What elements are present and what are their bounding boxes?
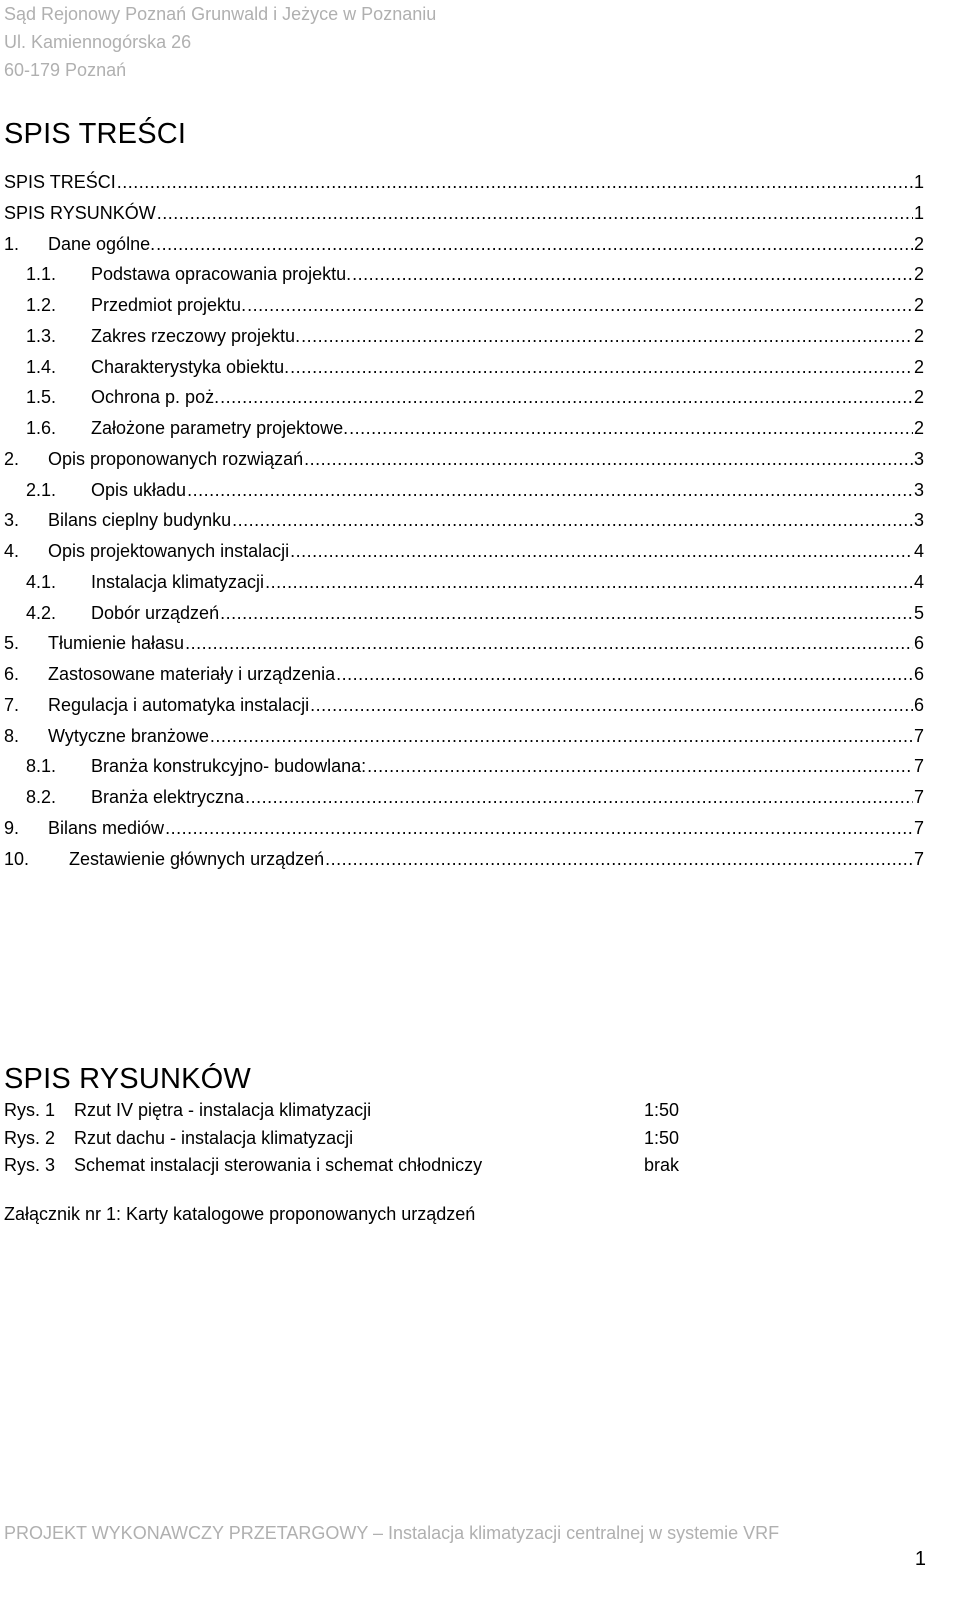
- toc-entry-page: 5: [913, 602, 924, 623]
- toc-entry-number: 1.: [4, 233, 20, 254]
- toc-entry-page: 6: [913, 633, 924, 654]
- toc-entry-page: 3: [913, 510, 924, 531]
- toc-entry-title: Instalacja klimatyzacji: [91, 571, 265, 592]
- toc-entry-number: 10.: [4, 848, 30, 869]
- toc-dot-leader: [301, 325, 913, 347]
- toc-entry[interactable]: [4, 755, 924, 786]
- toc-entry-number: 4.: [4, 541, 20, 561]
- toc-entry-number: 1.3.: [26, 325, 57, 346]
- toc-dot-leader: [187, 479, 913, 501]
- toc-dot-leader: [185, 632, 913, 654]
- toc-dot-leader: [156, 233, 913, 255]
- toc-entry-title: SPIS RYSUNKÓW: [4, 202, 156, 223]
- figure-scale: brak: [644, 1155, 680, 1175]
- toc-dot-leader: [352, 263, 913, 285]
- toc-dot-leader: [265, 571, 913, 593]
- toc-dot-leader: [290, 540, 913, 562]
- toc-entry-title: Tłumienie hałasu: [48, 633, 185, 654]
- toc-entry-title: Opis układu: [91, 479, 187, 500]
- toc-entry-title: Założone parametry projektowe.: [91, 418, 349, 438]
- toc-entry-page: 2: [913, 356, 924, 377]
- figure-id: Rys. 1: [4, 1100, 56, 1120]
- toc-entry-title: Bilans cieplny budynku: [48, 510, 232, 531]
- toc-entry-page: 7: [913, 817, 924, 838]
- figure-id: Rys. 3: [4, 1155, 56, 1175]
- toc-entry-page: 7: [913, 725, 924, 746]
- toc-entry-number: 3.: [4, 510, 20, 531]
- figure-title: Rzut dachu - instalacja klimatyzacji: [74, 1127, 354, 1148]
- toc-entry-page: 2: [913, 325, 924, 346]
- figure-row: [4, 1152, 724, 1180]
- toc-entry-number: 2.1.: [26, 479, 57, 500]
- toc-heading: SPIS TREŚCI: [4, 118, 187, 150]
- page-number: 1: [914, 1548, 926, 1570]
- toc-entry-page: 2: [913, 387, 924, 408]
- toc-entry[interactable]: [4, 417, 924, 448]
- figures-heading: SPIS RYSUNKÓW: [4, 1063, 252, 1095]
- toc-entry-page: 2: [913, 295, 924, 315]
- toc-entry-title: Wytyczne branżowe: [48, 725, 209, 746]
- toc-entry[interactable]: [4, 386, 924, 417]
- toc-entry[interactable]: [4, 571, 924, 602]
- toc-entry-number: 4.1.: [26, 571, 57, 592]
- toc-entry-number: 5.: [4, 633, 20, 654]
- toc-entry-page: 1: [913, 172, 924, 192]
- toc-entry-page: 2: [913, 418, 924, 438]
- toc-entry[interactable]: [4, 233, 924, 264]
- toc-dot-leader: [245, 786, 913, 808]
- toc-entry[interactable]: [4, 509, 924, 540]
- toc-entry-page: 3: [913, 448, 924, 469]
- toc-entry-page: 4: [913, 571, 924, 592]
- toc-dot-leader: [247, 294, 913, 316]
- toc-entry-title: Branża elektryczna: [91, 787, 245, 807]
- toc-entry[interactable]: [4, 202, 924, 233]
- toc-entry-number: 1.5.: [26, 387, 57, 408]
- toc-entry-number: 2.: [4, 448, 20, 469]
- toc-entry-title: Dobór urządzeń: [91, 602, 220, 623]
- document-header: [4, 0, 436, 84]
- toc-entry[interactable]: [4, 694, 924, 725]
- toc-entry[interactable]: [4, 171, 924, 202]
- toc-dot-leader: [220, 386, 913, 408]
- toc-entry-page: 7: [913, 756, 924, 777]
- toc-dot-leader: [304, 448, 913, 470]
- toc-entry[interactable]: [4, 540, 924, 571]
- toc-dot-leader: [349, 417, 913, 439]
- header-city: 60-179 Poznań: [4, 60, 127, 80]
- toc-entry[interactable]: [4, 448, 924, 479]
- toc-dot-leader: [367, 755, 913, 777]
- toc-entry-page: 1: [913, 202, 924, 223]
- toc-entry[interactable]: [4, 479, 924, 510]
- toc-entry-number: 4.2.: [26, 602, 57, 623]
- figure-scale: 1:50: [644, 1127, 680, 1148]
- toc-dot-leader: [117, 171, 913, 193]
- toc-dot-leader: [210, 725, 913, 747]
- attachment-note: Załącznik nr 1: Karty katalogowe proponowanych urządzeń: [4, 1204, 476, 1224]
- toc-entry[interactable]: [4, 356, 924, 387]
- toc-entry-page: 7: [913, 787, 924, 807]
- toc-entry-number: 1.2.: [26, 295, 57, 315]
- toc-dot-leader: [310, 694, 913, 716]
- toc-entry-title: Podstawa opracowania projektu.: [91, 264, 352, 285]
- figure-id: Rys. 2: [4, 1127, 56, 1148]
- toc-entry-page: 2: [913, 264, 924, 285]
- toc-entry-number: 8.2.: [26, 787, 57, 807]
- header-street: Ul. Kamiennogórska 26: [4, 32, 192, 52]
- toc-entry-title: Zestawienie głównych urządzeń: [69, 848, 325, 869]
- toc-entry-title: Ochrona p. poż.: [91, 387, 220, 408]
- toc-entry[interactable]: [4, 632, 924, 663]
- figure-title: Schemat instalacji sterowania i schemat chłodniczy: [74, 1155, 483, 1175]
- toc-entry-number: 1.6.: [26, 418, 57, 438]
- toc-entry[interactable]: [4, 786, 924, 817]
- toc-entry-title: Branża konstrukcyjno- budowlana:: [91, 756, 367, 777]
- toc-dot-leader: [165, 817, 913, 839]
- figures-list: [4, 1097, 724, 1180]
- document-footer: PROJEKT WYKONAWCZY PRZETARGOWY – Instalacja klimatyzacji centralnej w systemie VRF: [4, 1523, 780, 1543]
- toc-entry-title: Zastosowane materiały i urządzenia: [48, 664, 336, 684]
- toc-entry-number: 9.: [4, 817, 20, 838]
- figure-title: Rzut IV piętra - instalacja klimatyzacji: [74, 1100, 372, 1120]
- toc-entry[interactable]: [4, 294, 924, 325]
- toc-entry-title: Zakres rzeczowy projektu.: [91, 325, 301, 346]
- toc-entry[interactable]: [4, 817, 924, 848]
- toc-dot-leader: [232, 509, 913, 531]
- toc-entry[interactable]: [4, 263, 924, 294]
- toc-entry-page: 6: [913, 664, 924, 684]
- toc-entry-number: 8.: [4, 725, 20, 746]
- toc-entry[interactable]: [4, 663, 924, 694]
- toc-entry-page: 6: [913, 694, 924, 715]
- figure-scale: 1:50: [644, 1100, 680, 1120]
- toc-entry-title: Regulacja i automatyka instalacji: [48, 694, 310, 715]
- toc-entry[interactable]: [4, 725, 924, 756]
- toc-entry[interactable]: [4, 325, 924, 356]
- toc-entry-title: Przedmiot projektu.: [91, 295, 247, 315]
- toc-entry-number: 1.1.: [26, 264, 57, 285]
- toc-entry-title: Bilans mediów: [48, 817, 165, 838]
- figure-row: [4, 1125, 724, 1153]
- header-court-name: Sąd Rejonowy Poznań Grunwald i Jeżyce w Poznaniu: [4, 4, 437, 24]
- toc-dot-leader: [220, 602, 913, 624]
- toc-entry-page: 7: [913, 848, 924, 869]
- toc-entry-title: Opis proponowanych rozwiązań: [48, 448, 304, 469]
- table-of-contents: [4, 171, 924, 878]
- toc-dot-leader: [157, 202, 913, 224]
- toc-entry-page: 3: [913, 479, 924, 500]
- toc-dot-leader: [325, 848, 913, 870]
- toc-entry-page: 4: [913, 541, 924, 561]
- toc-entry-title: Dane ogólne.: [48, 233, 156, 254]
- toc-entry-title: Charakterystyka obiektu.: [91, 356, 290, 377]
- toc-entry-page: 2: [913, 233, 924, 254]
- toc-entry[interactable]: [4, 602, 924, 633]
- toc-entry-number: 7.: [4, 694, 20, 715]
- toc-entry-number: 8.1.: [26, 756, 57, 777]
- toc-entry-title: SPIS TREŚCI: [4, 172, 116, 192]
- toc-dot-leader: [336, 663, 913, 685]
- toc-entry-number: 1.4.: [26, 356, 57, 377]
- toc-entry[interactable]: [4, 848, 924, 879]
- toc-entry-number: 6.: [4, 664, 20, 684]
- toc-entry-title: Opis projektowanych instalacji: [48, 541, 290, 561]
- figure-row: [4, 1097, 724, 1125]
- toc-dot-leader: [290, 356, 913, 378]
